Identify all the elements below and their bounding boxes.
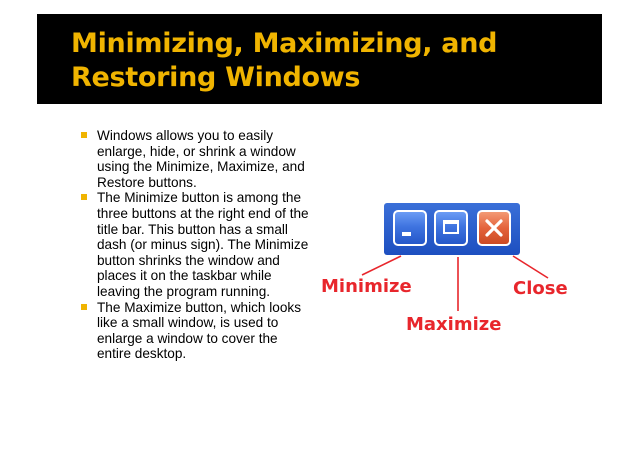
minimize-label: Minimize — [321, 276, 412, 297]
close-pointer-line — [513, 256, 548, 278]
title-line-1: Minimizing, Maximizing, and — [71, 28, 498, 59]
bullet-item: The Maximize button, which looks like a small window, is used to enlarge a window to cover the entire desktop. — [80, 300, 310, 362]
minimize-pointer-line — [362, 256, 401, 275]
title-line-2: Restoring Windows — [71, 62, 361, 93]
bullet-item: Windows allows you to easily enlarge, hide, or shrink a window using the Minimize, Maximize, and Restore buttons. — [80, 128, 310, 190]
bullet-item: The Minimize button is among the three buttons at the right end of the title bar. This button has a small dash (or minus sign). The Minimize button shrinks the window and places it on the taskbar while leaving the program running. — [80, 190, 310, 299]
maximize-label: Maximize — [406, 314, 502, 335]
close-label: Close — [513, 278, 568, 299]
